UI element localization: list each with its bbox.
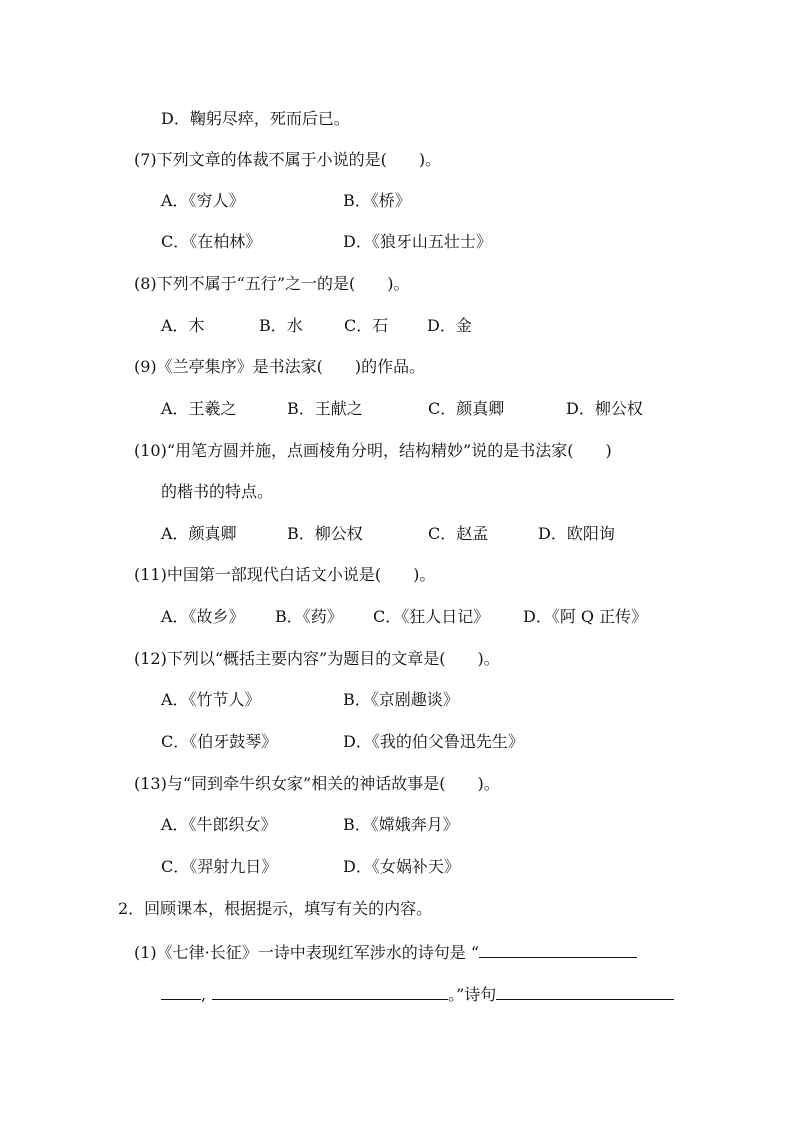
question-10: (10)“用笔方圆并施，点画棱角分明，结构精妙”说的是书法家( ): [134, 441, 612, 460]
option-b: B．柳公权: [287, 524, 363, 543]
option-b: B．水: [259, 316, 303, 335]
option-d: D．《狼牙山五壮士》: [343, 232, 492, 251]
answer-blank[interactable]: [496, 983, 674, 1000]
question-10-continued: 的楷书的特点。: [161, 482, 274, 501]
question-12: (12)下列以“概括主要内容”为题目的文章是( )。: [134, 649, 500, 668]
option-b: B．《京剧趣谈》: [343, 690, 459, 709]
answer-blank[interactable]: [161, 983, 201, 1000]
question-9: (9)《兰亭集序》是书法家( )的作品。: [134, 357, 426, 376]
option-c: C．赵孟: [428, 524, 489, 543]
option-c: C．《狂人日记》: [373, 607, 490, 626]
fill-question-1: [134, 941, 637, 964]
option-d: D．《女娲补天》: [343, 857, 460, 876]
answer-blank[interactable]: [479, 941, 637, 958]
option-a: A．《竹节人》: [161, 690, 261, 709]
option-c: C．颜真卿: [428, 399, 505, 418]
option-c: C．《伯牙鼓琴》: [161, 732, 278, 751]
option-d: D．《我的伯父鲁迅先生》: [343, 732, 524, 751]
fill-prompt: (1)《七律·长征》一诗中表现红军涉水的诗句是 “: [134, 943, 480, 962]
option-a: A．《故乡》: [161, 607, 245, 626]
option-b: B．《药》: [275, 607, 343, 626]
fill-suffix: 。”诗句: [448, 985, 497, 1004]
question-11: (11)中国第一部现代白话文小说是( )。: [134, 565, 436, 584]
option-a: A．木: [161, 316, 205, 335]
option-d: D．金: [427, 316, 472, 335]
option-a: A．《牛郎织女》: [161, 815, 277, 834]
option-b: B．《桥》: [343, 191, 411, 210]
option-d: D．《阿 Q 正传》: [523, 607, 648, 626]
question-8: (8)下列不属于“五行”之一的是( )。: [134, 274, 410, 293]
option-b: B．《嫦娥奔月》: [343, 815, 459, 834]
question-13: (13)与“同到牵牛织女家”相关的神话故事是( )。: [134, 774, 500, 793]
option-c: C．石: [344, 316, 389, 335]
fill-question-1-continued: [161, 983, 674, 1006]
option-d: D．欧阳询: [538, 524, 615, 543]
answer-blank[interactable]: [212, 983, 448, 1000]
option-a: A．颜真卿: [161, 524, 237, 543]
option-a: A．《穷人》: [161, 191, 245, 210]
option-b: B．王献之: [287, 399, 363, 418]
option-c: C．《在柏林》: [161, 232, 262, 251]
option-line: D．鞠躬尽瘁，死而后已。: [161, 109, 350, 128]
option-d: D．柳公权: [566, 399, 643, 418]
section-2-heading: 2．回顾课本，根据提示，填写有关的内容。: [118, 899, 433, 918]
comma: ,: [201, 985, 207, 1004]
option-a: A．王羲之: [161, 399, 237, 418]
question-7: (7)下列文章的体裁不属于小说的是( )。: [134, 150, 442, 169]
option-c: C．《羿射九日》: [161, 857, 278, 876]
